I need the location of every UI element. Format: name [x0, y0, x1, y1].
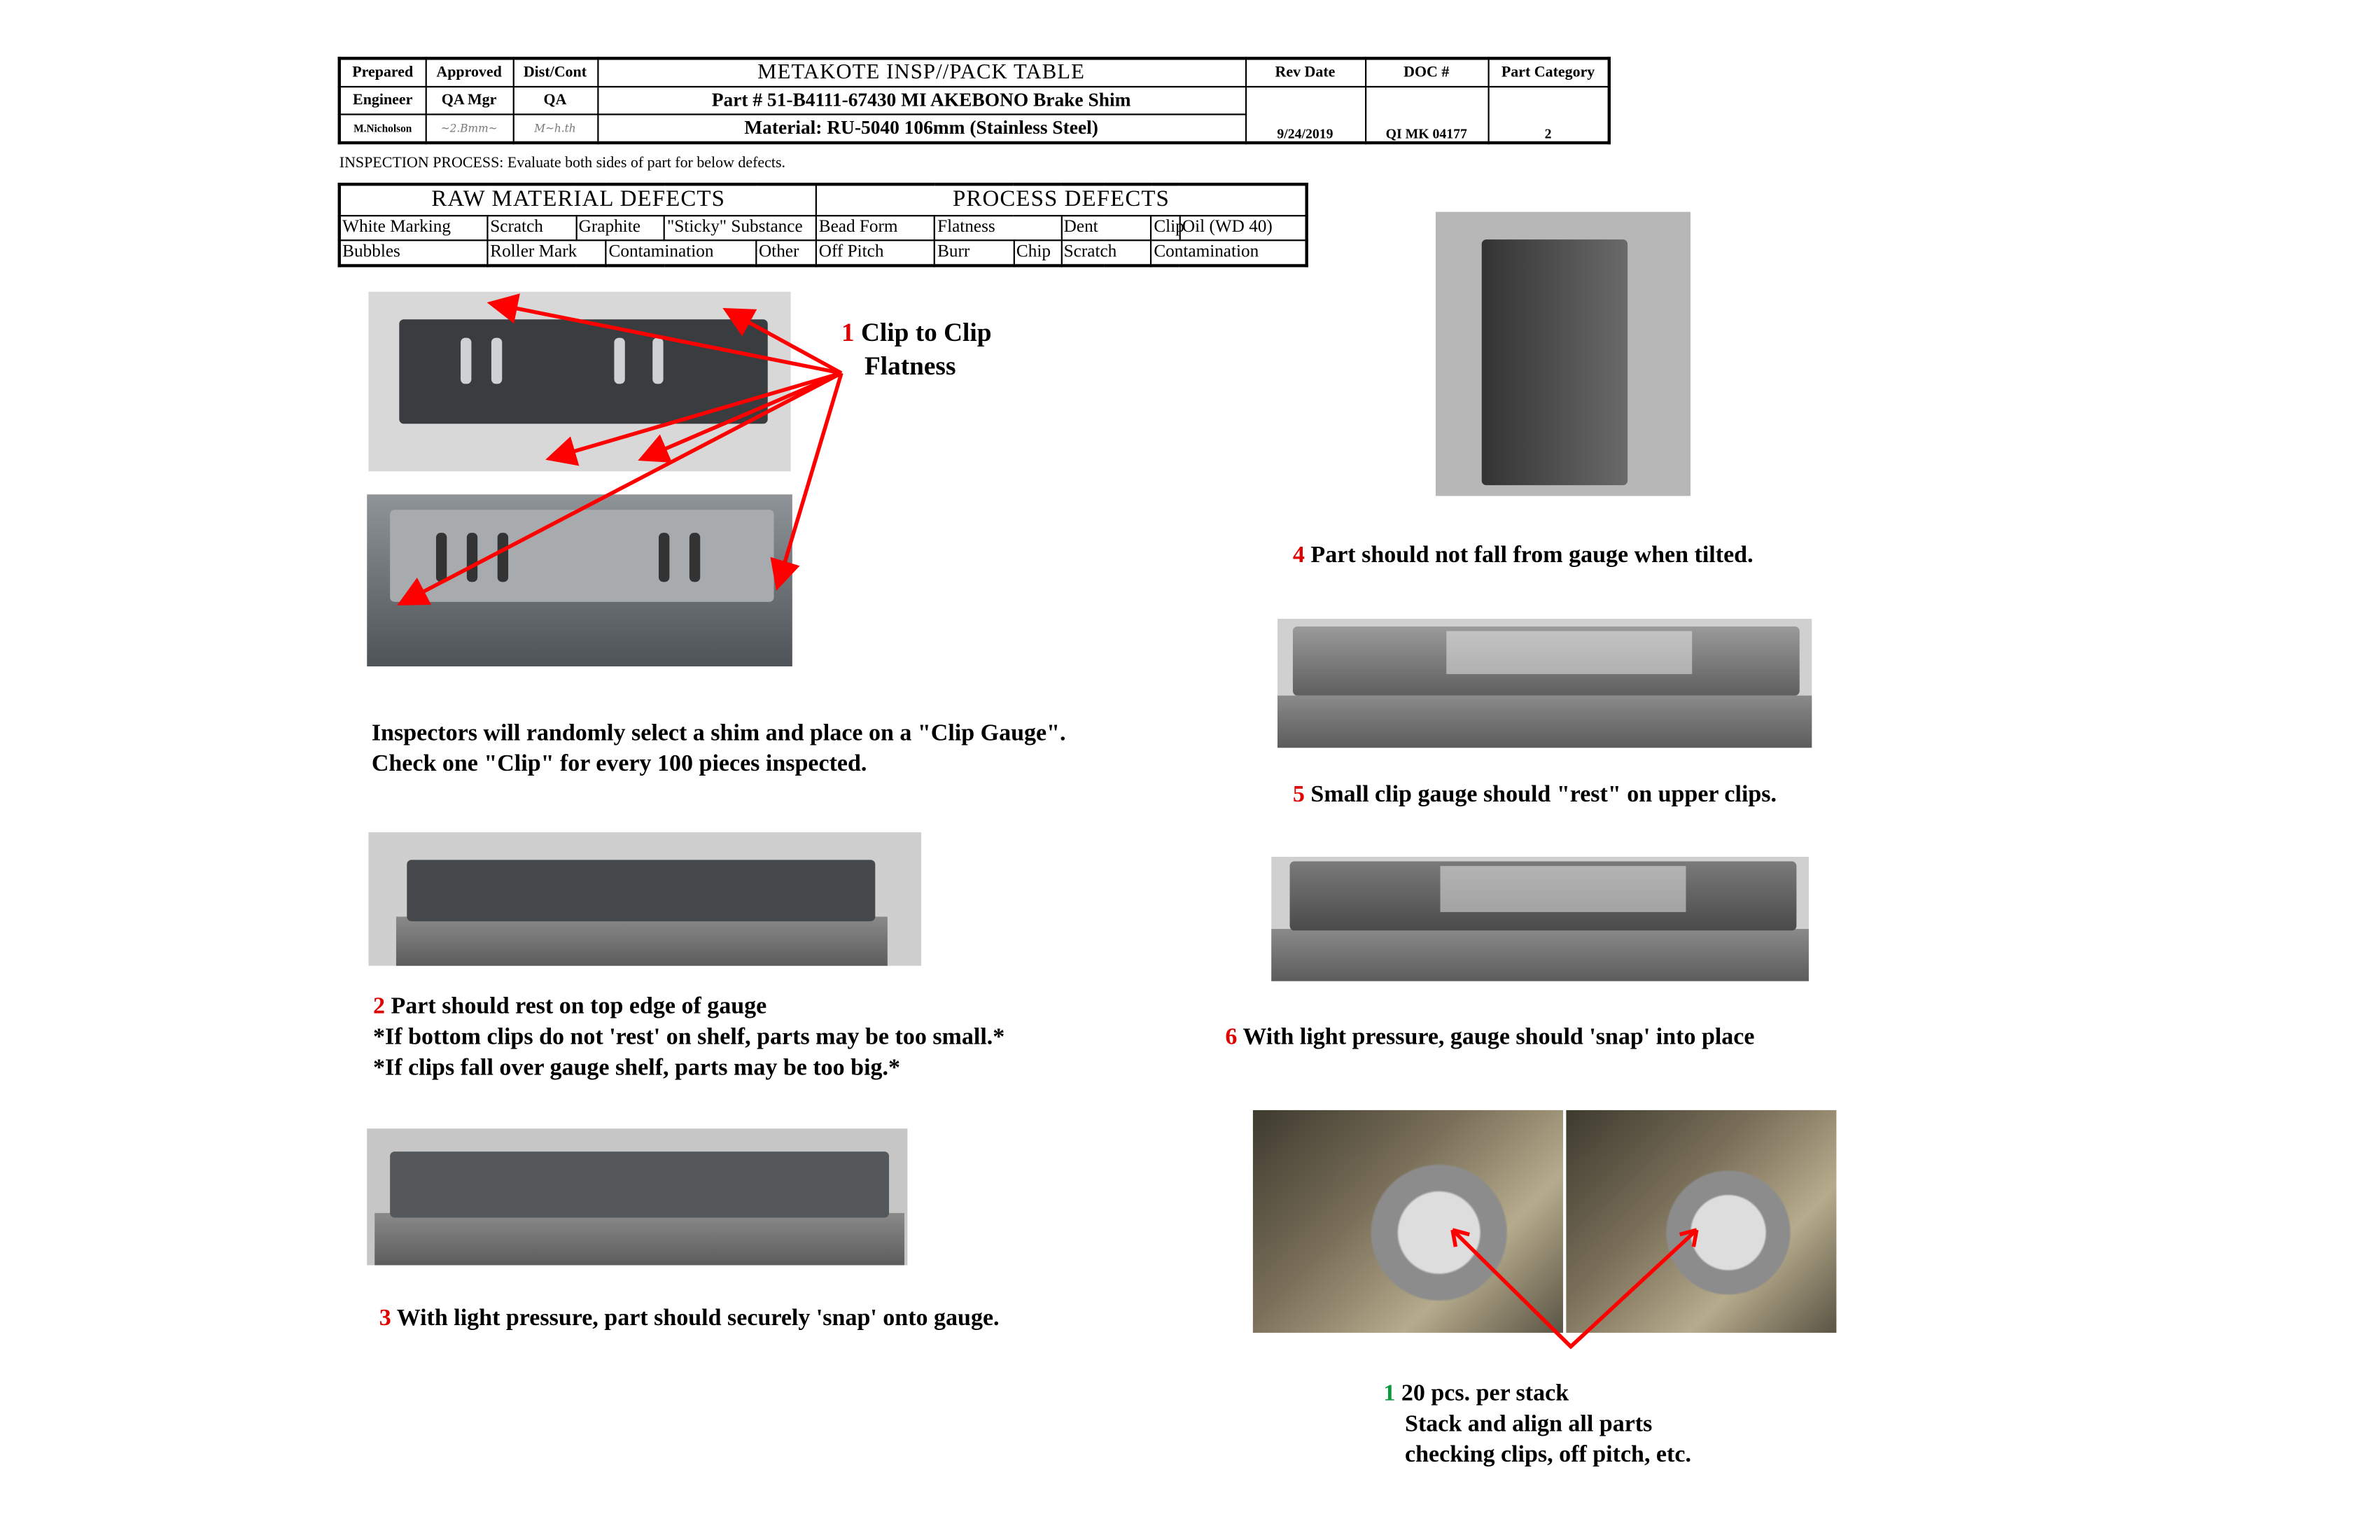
step-text: Clip to Clip — [861, 318, 992, 347]
defect-item: "Sticky" Substance — [665, 216, 817, 240]
role-qa: QA — [513, 87, 598, 114]
defect-item: Off Pitch — [816, 240, 934, 265]
preparer-name: M.Nicholson — [340, 114, 426, 143]
step-number: 1 — [1383, 1380, 1396, 1407]
step-number: 4 — [1292, 542, 1305, 568]
defect-item: White Marking — [340, 216, 488, 240]
step-text: checking clips, off pitch, etc. — [1405, 1441, 1691, 1468]
qa-mgr-signature: ~2.Bmm~ — [426, 114, 513, 143]
process-defects-title: PROCESS DEFECTS — [816, 184, 1306, 216]
defect-item: Scratch — [1061, 240, 1152, 265]
role-qa-mgr: QA Mgr — [426, 87, 513, 114]
defect-item: Contamination — [1152, 240, 1307, 265]
defect-item: Contamination — [606, 240, 756, 265]
step-number: 1 — [841, 318, 855, 347]
doc-number: QI MK 04177 — [1365, 87, 1488, 143]
step-text: Small clip gauge should "rest" on upper clips. — [1310, 781, 1777, 808]
raw-material-defects-title: RAW MATERIAL DEFECTS — [340, 184, 817, 216]
step-text: Part should not fall from gauge when tilted. — [1310, 542, 1754, 568]
defect-item: Flatness — [935, 216, 1062, 240]
defect-item: Dent — [1061, 216, 1152, 240]
inspection-process-note: INSPECTION PROCESS: Evaluate both sides of part for below defects. — [339, 155, 786, 172]
stack-caption — [1383, 1379, 1691, 1471]
rev-date-label: Rev Date — [1245, 58, 1365, 87]
step-text: Flatness — [864, 351, 956, 381]
step-text: *If clips fall over gauge shelf, parts may be too big.* — [373, 1054, 901, 1082]
defect-item: Burr — [935, 240, 1014, 265]
defect-item: Clip — [1152, 216, 1180, 240]
step-number: 5 — [1292, 781, 1305, 808]
defect-item: Chip — [1014, 240, 1062, 265]
step-number: 6 — [1225, 1024, 1238, 1051]
defect-item: Bubbles — [340, 240, 488, 265]
doc-label: DOC # — [1365, 58, 1488, 87]
defect-item: Roller Mark — [488, 240, 606, 265]
qa-signature: M~h.th — [513, 114, 598, 143]
approved-label: Approved — [426, 58, 513, 87]
dist-label: Dist/Cont — [513, 58, 598, 87]
step-text: Stack and align all parts — [1405, 1410, 1653, 1438]
intro-line: Check one "Clip" for every 100 pieces inspected. — [371, 750, 867, 777]
defect-item: Other — [757, 240, 817, 265]
defect-item: Scratch — [488, 216, 576, 240]
step-number: 3 — [379, 1305, 391, 1331]
step-text: Part should rest on top edge of gauge — [391, 993, 767, 1020]
step-text: *If bottom clips do not 'rest' on shelf, parts may be too small.* — [373, 1024, 1005, 1051]
defect-item: Bead Form — [816, 216, 934, 240]
step-text: 20 pcs. per stack — [1401, 1380, 1569, 1407]
step-text: With light pressure, gauge should 'snap' into place — [1242, 1024, 1755, 1051]
step-text: With light pressure, part should securely 'snap' onto gauge. — [396, 1305, 1000, 1331]
arrow-line — [1452, 1230, 1697, 1347]
document-title: METAKOTE INSP//PACK TABLE — [597, 58, 1245, 87]
rev-date: 9/24/2019 — [1245, 87, 1365, 143]
material: Material: RU-5040 106mm (Stainless Steel) — [597, 114, 1245, 143]
role-engineer: Engineer — [340, 87, 426, 114]
prepared-label: Prepared — [340, 58, 426, 87]
category-label: Part Category — [1488, 58, 1609, 87]
defect-item: Oil (WD 40) — [1180, 216, 1307, 240]
intro-line: Inspectors will randomly select a shim and place on a "Clip Gauge". — [371, 720, 1066, 747]
step-number: 2 — [373, 993, 386, 1020]
defect-item: Graphite — [576, 216, 664, 240]
part-number: Part # 51-B4111-67430 MI AKEBONO Brake Shim — [597, 87, 1245, 114]
part-category: 2 — [1488, 87, 1609, 143]
